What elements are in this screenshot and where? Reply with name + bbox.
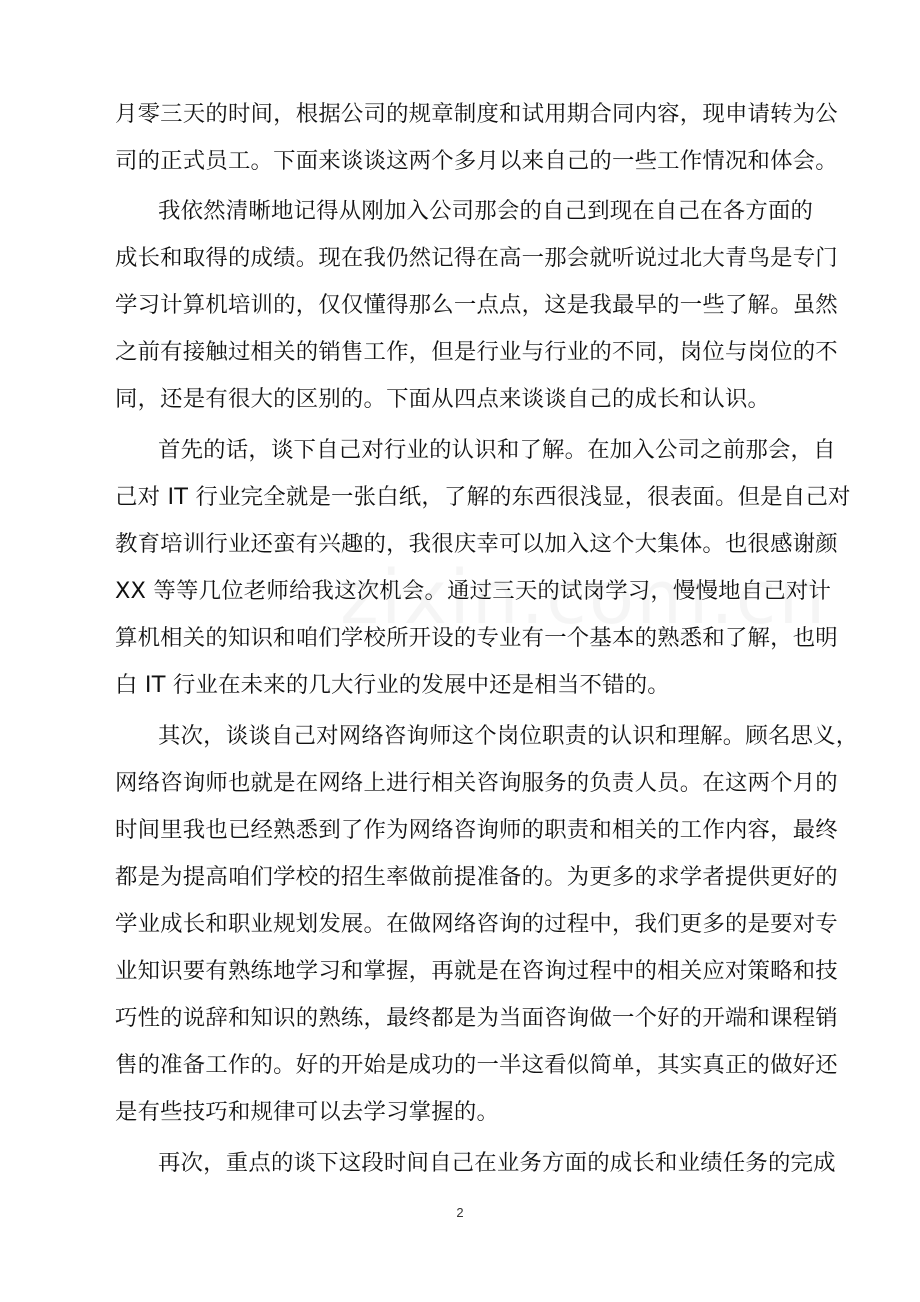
paragraph-start-line: 首先的话，谈下自己对行业的认识和了解。在加入公司之前那会，自 — [158, 437, 836, 463]
text-line: 时间里我也已经熟悉到了作为网络咨询师的职责和相关的工作内容，最终 — [115, 817, 838, 843]
text-line: 业知识要有熟练地学习和掌握，再就是在咨询过程中的相关应对策略和技 — [115, 958, 838, 984]
page-number: 2 — [456, 1205, 464, 1220]
text-line: 学习计算机培训的，仅仅懂得那么一点点，这是我最早的一些了解。虽然 — [115, 292, 838, 318]
text-line: 是有些技巧和规律可以去学习掌握的。 — [115, 1099, 500, 1125]
text-line: 白 IT 行业在未来的几大行业的发展中还是相当不错的。 — [115, 672, 670, 698]
text-line: 算机相关的知识和咱们学校所开设的专业有一个基本的熟悉和了解，也明 — [115, 625, 838, 651]
text-line: 都是为提高咱们学校的招生率做前提准备的。为更多的求学者提供更好的 — [115, 864, 838, 890]
text-line: 司的正式员工。下面来谈谈这两个多月以来自己的一些工作情况和体会。 — [115, 148, 838, 174]
text-line: XX 等等几位老师给我这次机会。通过三天的试岗学习，慢慢地自己对计 — [115, 578, 832, 604]
text-line: 学业成长和职业规划发展。在做网络咨询的过程中，我们更多的是要对专 — [115, 911, 838, 937]
text-line: 之前有接触过相关的销售工作，但是行业与行业的不同，岗位与岗位的不 — [115, 339, 838, 365]
text-line: 月零三天的时间，根据公司的规章制度和试用期合同内容，现申请转为公 — [115, 101, 838, 127]
text-line: 售的准备工作的。好的开始是成功的一半这看似简单，其实真正的做好还 — [115, 1052, 838, 1078]
text-line: 同，还是有很大的区别的。下面从四点来谈谈自己的成长和认识。 — [115, 386, 771, 412]
text-line: 巧性的说辞和知识的熟练，最终都是为当面咨询做一个好的开端和课程销 — [115, 1005, 838, 1031]
paragraph-start-line: 我依然清晰地记得从刚加入公司那会的自己到现在自己在各方面的 — [158, 198, 814, 224]
paragraph-start-line: 其次，谈谈自己对网络咨询师这个岗位职责的认识和理解。顾名思义， — [158, 723, 859, 749]
text-line: 教育培训行业还蛮有兴趣的，我很庆幸可以加入这个大集体。也很感谢颜 — [115, 531, 838, 557]
text-line: 成长和取得的成绩。现在我仍然记得在高一那会就听说过北大青鸟是专门 — [115, 245, 838, 271]
text-line: 己对 IT 行业完全就是一张白纸，了解的东西很浅显，很表面。但是自己对 — [115, 484, 851, 510]
paragraph-start-line: 再次，重点的谈下这段时间自己在业务方面的成长和业绩任务的完成 — [158, 1150, 836, 1176]
text-line: 网络咨询师也就是在网络上进行相关咨询服务的负责人员。在这两个月的 — [115, 770, 838, 796]
